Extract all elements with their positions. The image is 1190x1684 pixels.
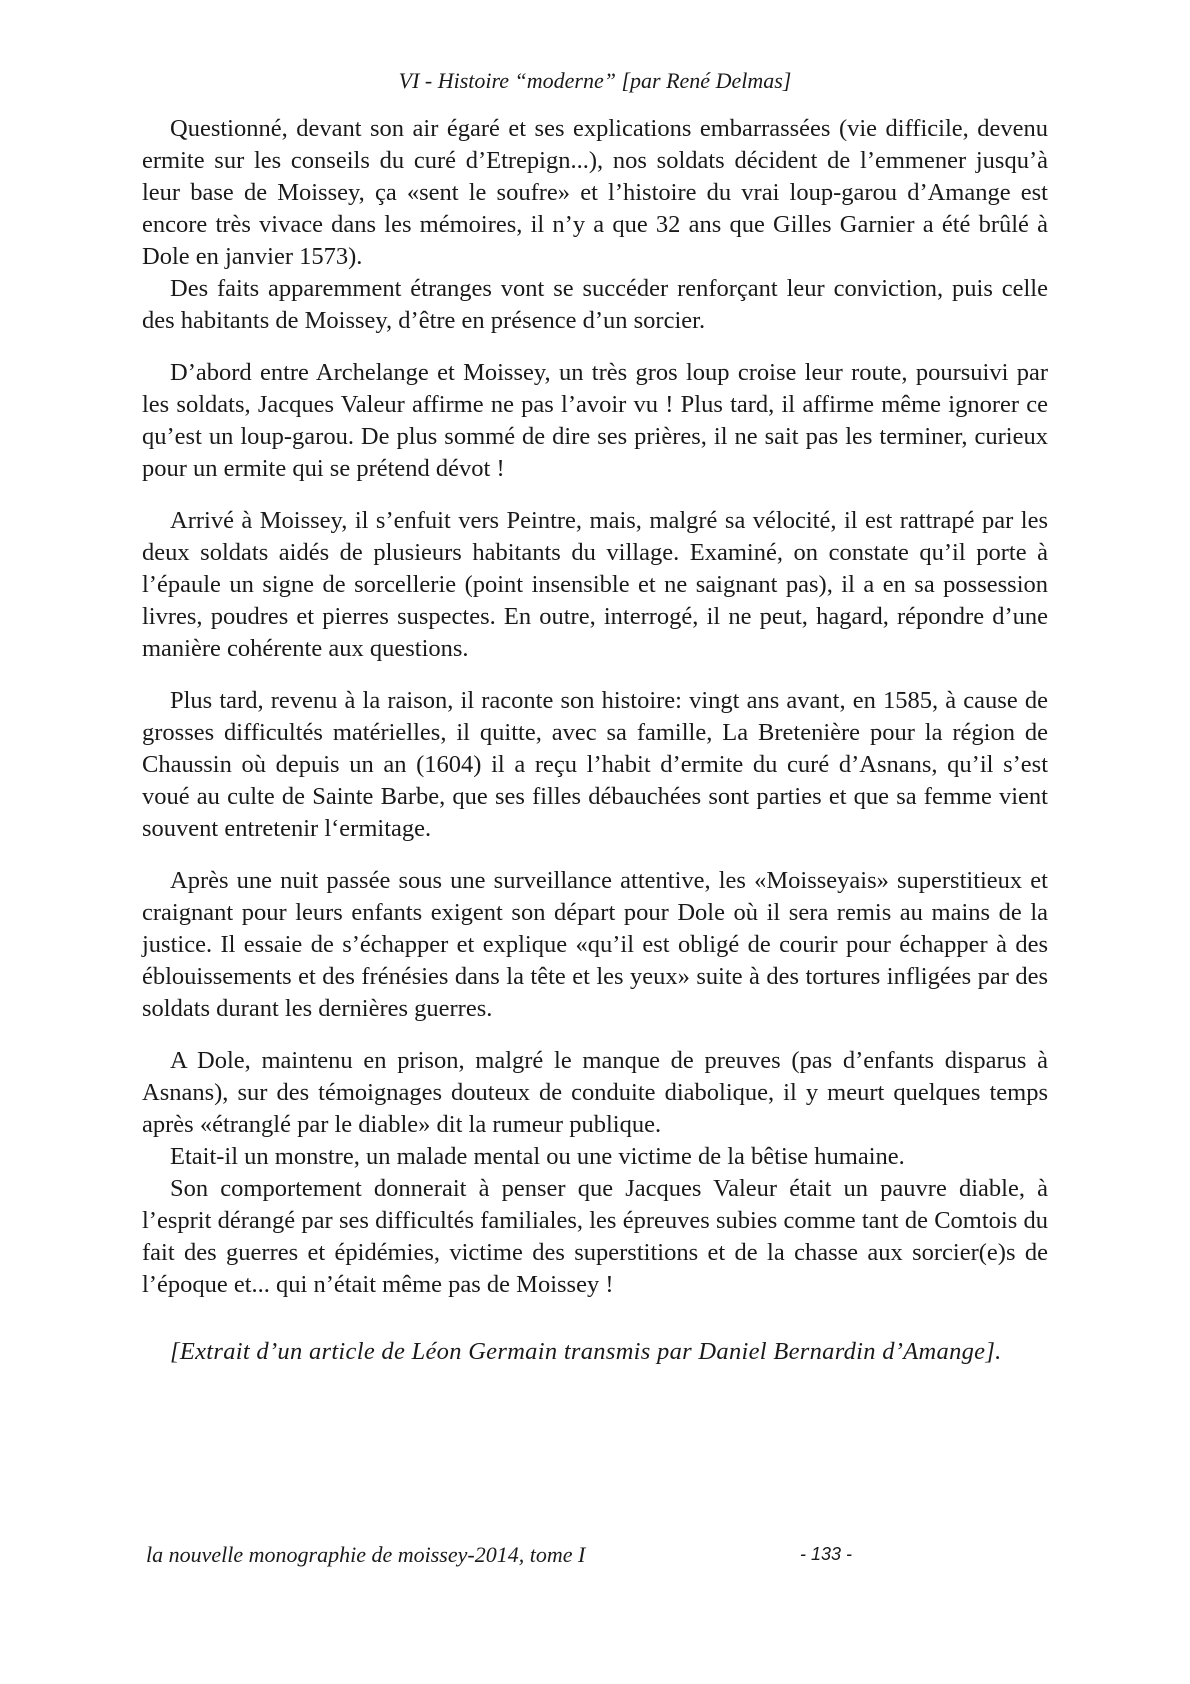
page-number: - 133 - xyxy=(800,1544,853,1564)
paragraph-1: Questionné, devant son air égaré et ses explications embarrassées (vie difficile, devenu ermite sur les conseils du curé d’Etrepign...), nos soldats décident de l’emmener jusqu’à leur base de Moissey, ça «sent le soufre» et l’histoire du vrai loup-garou d’Amange est encore très vivace dans les mémoires, il n’y a que 32 ans que Gilles Garnier a été brûlé à Dole en janvier 1573). xyxy=(142,115,1048,270)
article-body xyxy=(142,113,1048,1368)
paragraph-2: Des faits apparemment étranges vont se succéder renforçant leur conviction, puis celle des habitants de Moissey, d’être en présence d’un sorcier. xyxy=(142,275,1048,334)
paragraph-3: D’abord entre Archelange et Moissey, un très gros loup croise leur route, poursuivi par les soldats, Jacques Valeur affirme ne pas l’avoir vu ! Plus tard, il affirme même ignorer ce qu’est un loup-garou. De plus sommé de dire ses prières, il ne sait pas les terminer, curieux pour un ermite qui se prétend dévot ! xyxy=(142,359,1048,482)
paragraph-9: Son comportement donnerait à penser que Jacques Valeur était un pauvre diable, à l’esprit dérangé par ses difficultés familiales, les épreuves subies comme tant de Comtois du fait des guerres et épidémies, victime des superstitions et de la chasse aux sorcier(e)s de l’époque et... qui n’était même pas de Moissey ! xyxy=(142,1175,1048,1298)
paragraph-6: Après une nuit passée sous une surveillance attentive, les «Moisseyais» superstitieux et craignant pour leurs enfants exigent son départ pour Dole où il sera remis au mains de la justice. Il essaie de s’échapper et explique «qu’il est obligé de courir pour échapper à des éblouissements et des frénésies dans la tête et les yeux» suite à des tortures infligées par des soldats durant les dernières guerres. xyxy=(142,867,1048,1022)
paragraph-4: Arrivé à Moissey, il s’enfuit vers Peintre, mais, malgré sa vélocité, il est rattrapé par les deux soldats aidés de plusieurs habitants du village. Examiné, on constate qu’il porte à l’épaule un signe de sorcellerie (point insensible et ne saignant pas), il a en sa possession livres, poudres et pierres suspectes. En outre, interrogé, il ne peut, hagard, répondre d’une manière cohérente aux questions. xyxy=(142,507,1048,662)
footer-publication: la nouvelle monographie de moissey-2014, tome I xyxy=(146,1542,586,1567)
paragraph-8: Etait-il un monstre, un malade mental ou une victime de la bêtise humaine. xyxy=(170,1143,905,1170)
paragraph-5: Plus tard, revenu à la raison, il raconte son histoire: vingt ans avant, en 1585, à cause de grosses difficultés matérielles, il quitte, avec sa famille, La Bretenière pour la région de Chaussin où depuis un an (1604) il a reçu l’habit d’ermite du curé d’Asnans, qu’il s’est voué au culte de Sainte Barbe, que ses filles débauchées sont parties et que sa femme vient souvent entretenir l‘ermitage. xyxy=(142,687,1048,842)
page-header: VI - Histoire “moderne” [par René Delmas] xyxy=(398,68,792,93)
paragraph-7: A Dole, maintenu en prison, malgré le manque de preuves (pas d’enfants disparus à Asnans), sur des témoignages douteux de conduite diabolique, il y meurt quelques temps après «étranglé par le diable» dit la rumeur publique. xyxy=(142,1047,1048,1138)
source-citation: [Extrait d’un article de Léon Germain transmis par Daniel Bernardin d’Amange]. xyxy=(170,1338,1002,1365)
